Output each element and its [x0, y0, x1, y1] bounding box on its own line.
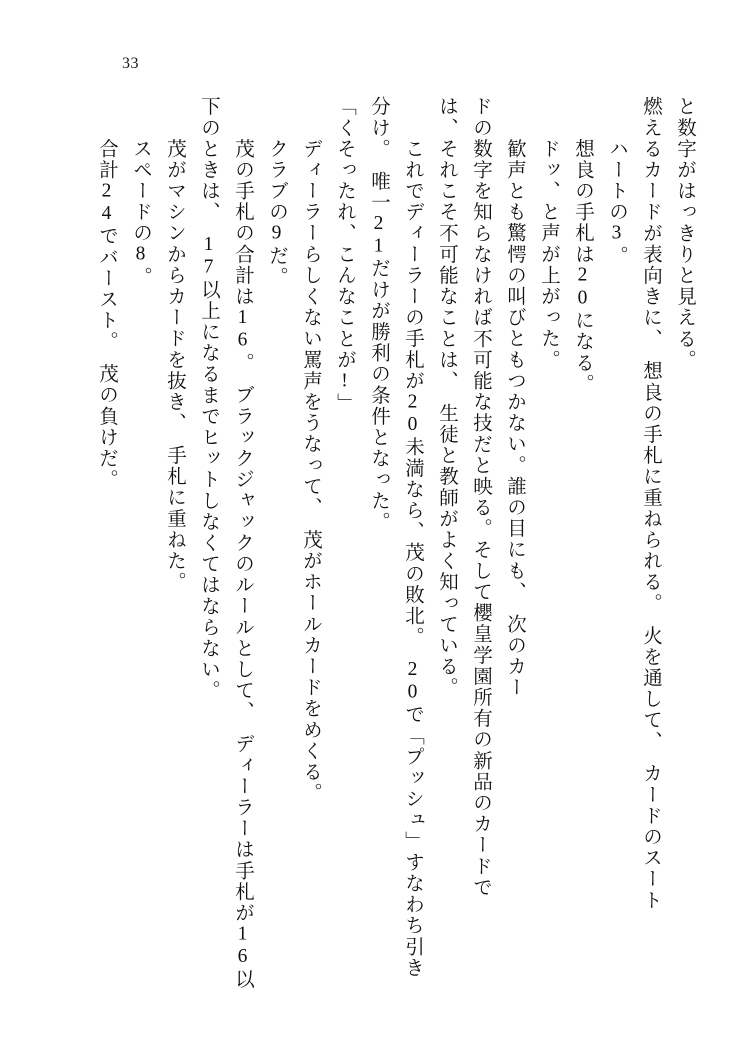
text-line: は、それこそ不可能なことは、 生徒と教師がよく知っている。 [436, 96, 457, 699]
text-line: 「くそったれ、こんなことが!」 [334, 96, 355, 414]
text-line: これでディーラーの手札が20未満なら、茂の敗北。 20で「プッシュ」すなわち引き [402, 117, 423, 979]
text-line: と数字がはっきりと見える。 [674, 96, 695, 371]
vertical-text-body [78, 96, 695, 990]
text-line: ハートの3。 [606, 117, 627, 267]
text-line: ドッ、と声が上がった。 [538, 117, 559, 371]
text-line: スペードの8。 [130, 117, 151, 288]
text-line: 想良の手札は20になる。 [572, 117, 593, 395]
text-line: 合計24でバースト。 茂の負けだ。 [96, 117, 117, 491]
text-line: ドの数字を知らなければ不可能な技だと映る。そして櫻皇学園所有の新品のカードで [470, 96, 491, 898]
text-line: 下のときは、 17以上になるまでヒットしなくてはならない。 [198, 96, 219, 702]
text-line: クラブの9だ。 [266, 117, 287, 288]
text-line: 燃えるカードが表向きに、 想良の手札に重ねられる。 火を通して、 カードのスート [640, 96, 661, 911]
text-line: ディーラーらしくない罵声をうなって、 茂がホールカードをめくる。 [300, 117, 321, 804]
text-line: 茂がマシンからカードを抜き、 手札に重ねた。 [164, 117, 185, 593]
text-line: 歓声とも驚愕の叫びともつかない。誰の目にも、 次のカー [504, 117, 525, 699]
text-line: 分け。 唯一21だけが勝利の条件となった。 [368, 96, 389, 533]
text-line: 茂の手札の合計は16。 ブラックジャックのルールとして、 ディーラーは手札が16以 [232, 117, 253, 990]
page-number: 33 [122, 55, 139, 72]
